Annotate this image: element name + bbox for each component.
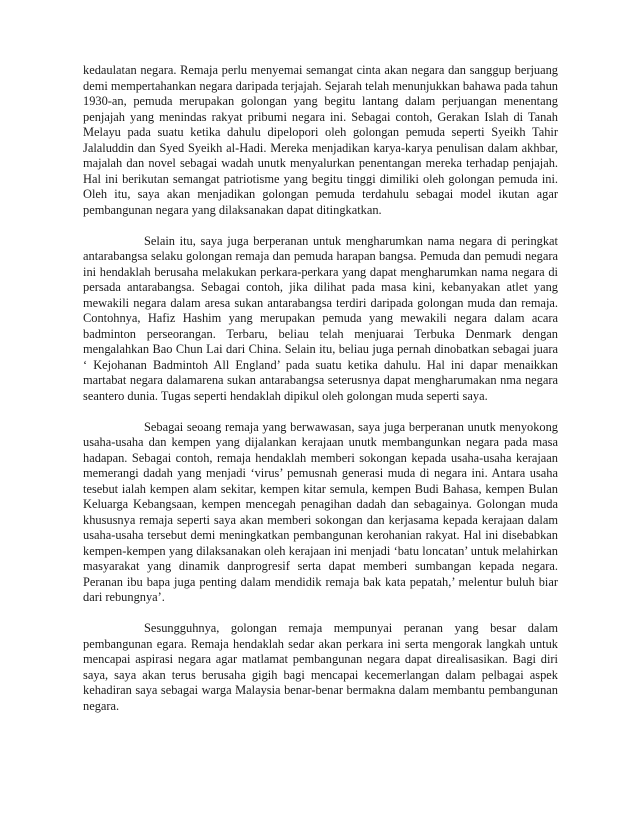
- essay-body: [83, 63, 558, 730]
- paragraph-1: kedaulatan negara. Remaja perlu menyemai semangat cinta akan negara dan sanggup berjuang demi mempertahankan negara daripada terjajah. Sejarah telah menunjukkan bahawa pada tahun 1930-an, pemuda merupakan golongan yang begitu lantang dalam perjuangan menentang penjajah yang menindas rakyat pribumi negara ini. Sebagai contoh, Gerakan Islah di Tanah Melayu pada suatu ketika dahulu dipelopori oleh golongan pemuda seperti Syeikh Tahir Jalaluddin dan Syed Syeikh al-Hadi. Mereka menjadikan karya-karya penulisan dalam akhbar, majalah dan novel sebagai wadah unutk menyalurkan penentangan mereka terhadap penjajah. Hal ini berikutan semangat patriotisme yang begitu tinggi dimiliki oleh golongan pemuda ini. Oleh itu, saya akan menjadikan golongan pemuda terdahulu sebagai model ikutan agar pembangunan negara yang dilaksanakan dapat ditingkatkan.: [83, 63, 558, 217]
- paragraph-4: Sesungguhnya, golongan remaja mempunyai peranan yang besar dalam pembangunan egara. Remaja hendaklah sedar akan perkara ini serta mengorak langkah untuk mencapai aspirasi negara agar matlamat pembangunan negara dapat direalisasikan. Bagi diri saya, saya akan terus berusaha gigih bagi mencapai kecemerlangan dalam pelbagai aspek kehadiran saya sebagai warga Malaysia benar-benar bermakna dalam membantu pembangunan negara.: [83, 621, 558, 713]
- paragraph-3: Sebagai seoang remaja yang berwawasan, saya juga berperanan unutk menyokong usaha-usaha dan kempen yang dijalankan kerajaan unutk membangunkan negara pada masa hadapan. Sebagai contoh, remaja hendaklah memberi sokongan kepada usaha-usaha kerajaan memerangi dadah yang menjadi ‘virus’ pemusnah generasi muda di negara ini. Antara usaha tesebut ialah kempen alam sekitar, kempen kitar semula, kempen Budi Bahasa, kempen Bulan Keluarga Kebangsaan, kempen mencegah penagihan dadah dan sebagainya. Golongan muda khususnya remaja seperti saya akan memberi sokongan dan kerjasama kepada kerajaan dalam usaha-usaha tersebut demi meningkatkan pembangunan kerohanian rakyat. Hal ini disebabkan kempen-kempen yang dilaksanakan oleh kerajaan ini menjadi ‘batu loncatan’ untuk melahirkan masyarakat yang dinamik danprogresif serta dapat memberi sumbangan kepada negara. Peranan ibu bapa juga penting dalam mendidik remaja bak kata pepatah,’ melentur buluh biar dari rebungnya’.: [83, 419, 558, 604]
- paragraph-2: Selain itu, saya juga berperanan untuk mengharumkan nama negara di peringkat antarabangsa selaku golongan remaja dan pemuda harapan bangsa. Pemuda dan pemudi negara ini hendaklah berusaha melakukan perkara-perkara yang dapat mengharumkan nama negara di persada antarabangsa. Sebagai contoh, jika dilihat pada masa kini, kebanyakan atlet yang mewakili negara dalam aresa sukan antarabangsa terdiri daripada golongan muda dan remaja. Contohnya, Hafiz Hashim yang merupakan pemuda yang mewakili negara dalam acara badminton perseorangan. Terbaru, beliau telah menjuarai Terbuka Denmark dengan mengalahkan Bao Chun Lai dari China. Selain itu, beliau juga pernah dinobatkan sebagai juara ‘ Kejohanan Badmintoh All England’ pada suatu ketika dahulu. Hal ini dapar menaikkan martabat negara dalamarena sukan antarabangsa seterusnya dapat mengharumakan nma negara seantero dunia. Tugas seperti hendaklah dipikul oleh golongan muda seperti saya.: [83, 233, 558, 403]
